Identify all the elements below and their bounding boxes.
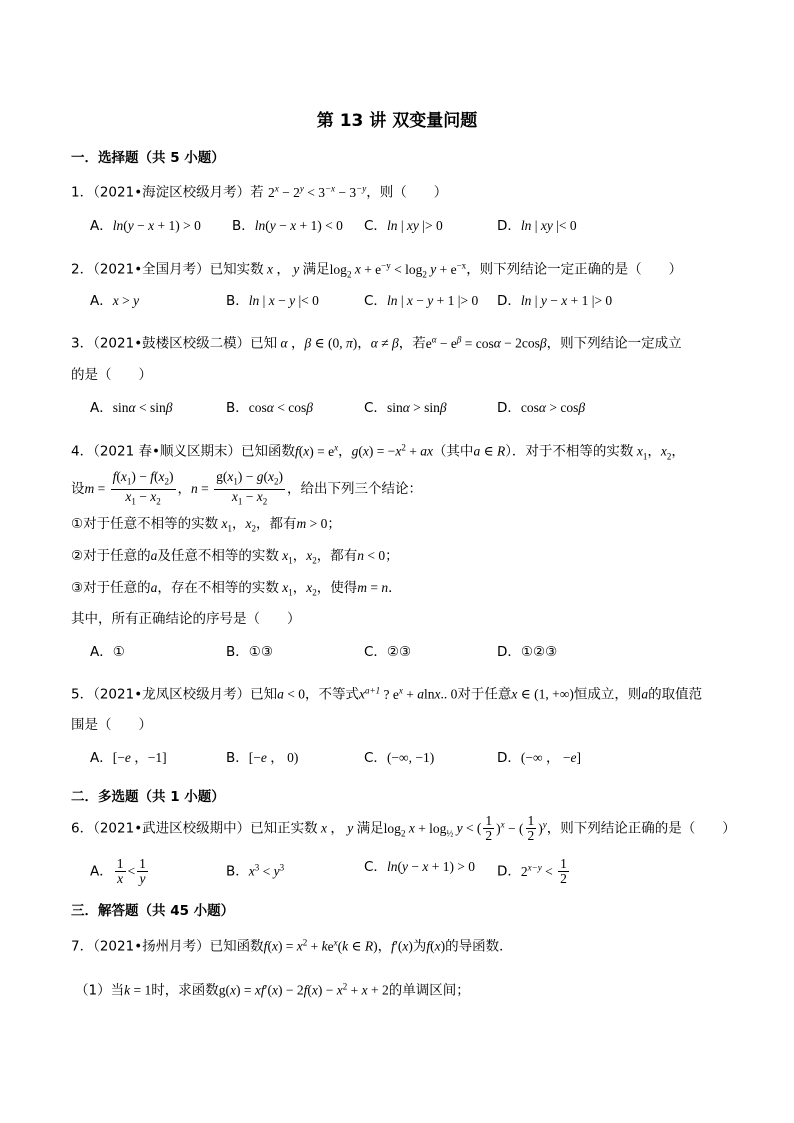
q5-option-a[interactable]: A．[−e ，−1] xyxy=(90,750,167,766)
section-heading-multi: 二．多选题（共 1 小题） xyxy=(71,789,225,805)
q3-option-d[interactable]: D．cosα > cosβ xyxy=(497,400,586,416)
question-3-cont: 的是（ ） xyxy=(71,367,152,383)
question-7-part-1: （1）当k = 1时，求函数$g(x) = xf'(x) - 2f(x) - x^2 + x + 2$的单调区间； xyxy=(75,981,470,999)
section-heading-answer: 三．解答题（共 45 小题） xyxy=(71,903,235,919)
q2-option-d[interactable]: D．ln | y − x + 1 |> 0 xyxy=(497,293,613,309)
q4-option-a[interactable]: A．① xyxy=(90,644,125,660)
q3-option-a[interactable]: A．sinα < sinβ xyxy=(90,400,173,416)
q1-option-c[interactable]: C．ln | xy |> 0 xyxy=(364,218,443,234)
q1-option-b[interactable]: B．ln(y − x + 1) < 0 xyxy=(232,218,343,234)
question-4: 4．（2021 春•顺义区期末）已知函数$f(x) = e^x$，$g(x) = -x^2 + ax$（其中a ∈ R）．对于不相等的实数 $x_1$，$x_2$， xyxy=(71,442,685,462)
q6-option-d[interactable]: D．$2^{x-y}$ < $\frac{1}{2}$ xyxy=(497,856,567,886)
question-1: 1．（2021•海淀区校级月考）若 $2^x - 2^y < 3^{-x} - 3^{-y}$，则（ ） xyxy=(71,183,448,201)
question-5: 5．（2021•龙凤区校级月考）已知a < 0，不等式$x^{a+1}$ ? $e^x + alnx$.. 0对于任意x ∈ (1, +∞)恒成立，则a的取值范 xyxy=(71,685,703,703)
q5-option-c[interactable]: C．(−∞, −1) xyxy=(364,750,435,766)
q3-option-b[interactable]: B．cosα < cosβ xyxy=(226,400,313,416)
page-title: 第 13 讲 双变量问题 xyxy=(316,111,478,131)
q2-option-c[interactable]: C．ln | x − y + 1 |> 0 xyxy=(364,293,479,309)
q1-condition: $2^x - 2^y < 3^{-x} - 3^{-y}$ xyxy=(267,183,367,200)
q1-option-a[interactable]: A．ln(y − x + 1) > 0 xyxy=(90,218,201,234)
q5-option-d[interactable]: D．(−∞ ， −e] xyxy=(497,750,582,766)
q4-statement-1: ①对于任意不相等的实数 $x_1$，$x_2$，都有m > 0； xyxy=(71,516,341,534)
section-heading-choice: 一．选择题（共 5 小题） xyxy=(71,150,225,166)
question-2: 2．（2021•全国月考）已知实数 x ， y 满足$\log_2 x + e^{-y} < \log_2 y + e^{-x}$，则下列结论一定正确的是（ ） xyxy=(71,260,683,280)
q1-option-d[interactable]: D．ln | xy |< 0 xyxy=(497,218,577,234)
q6-option-c[interactable]: C．ln(y − x + 1) > 0 xyxy=(364,859,476,875)
q2-option-a[interactable]: A．x > y xyxy=(90,293,140,309)
q3-option-c[interactable]: C．sinα > sinβ xyxy=(364,400,447,416)
question-3: 3．（2021•鼓楼区校级二模）已知 α ，β ∈ (0, π)，α ≠ β，若$e^\alpha - e^\beta = \cos\alpha - 2\cos\beta$，则下列结论一定成立 xyxy=(71,334,682,352)
q6-option-a[interactable]: A． $\frac{1}{x}$ < $\frac{1}{y}$ xyxy=(90,856,146,886)
q4-option-b[interactable]: B．①③ xyxy=(226,644,273,660)
q4-option-d[interactable]: D．①②③ xyxy=(497,644,558,660)
question-5-cont: 围是（ ） xyxy=(71,717,152,733)
q4-question: 其中，所有正确结论的序号是（ ） xyxy=(71,611,301,627)
q6-option-b[interactable]: B．$x^3 < y^3$ xyxy=(226,862,285,880)
question-4-definitions: 设m = $\frac{f(x_1) - f(x_2)}{x_1 - x_2}$ ，n = $\frac{g(x_1) - g(x_2)}{x_1 - x_2}$ ，给出下列三个结论： xyxy=(71,469,422,507)
q4-statement-3: ③对于任意的a，存在不相等的实数 $x_1$，$x_2$，使得m = n． xyxy=(71,580,402,598)
q4-statement-2: ②对于任意的a及任意不相等的实数 $x_1$，$x_2$，都有n < 0； xyxy=(71,548,399,566)
q4-option-c[interactable]: C．②③ xyxy=(364,644,412,660)
question-7: 7．（2021•扬州月考）已知函数$f(x) = x^2 + ke^x(k$ ∈ R)，f′(x)为f(x)的导函数． xyxy=(71,937,513,955)
question-6: 6．（2021•武进区校级期中）已知正实数 x ， y 满足$\log_2 x + \log_{\frac{1}{2}} y$ < ( $\frac{1}{2}$ )$^x$ − ( $\frac{1}{2}$ )$^y$，则下列结论正确的是（ ） xyxy=(71,813,736,843)
q5-option-b[interactable]: B．[−e ， 0) xyxy=(226,750,299,766)
q2-option-b[interactable]: B．ln | x − y |< 0 xyxy=(226,293,319,309)
